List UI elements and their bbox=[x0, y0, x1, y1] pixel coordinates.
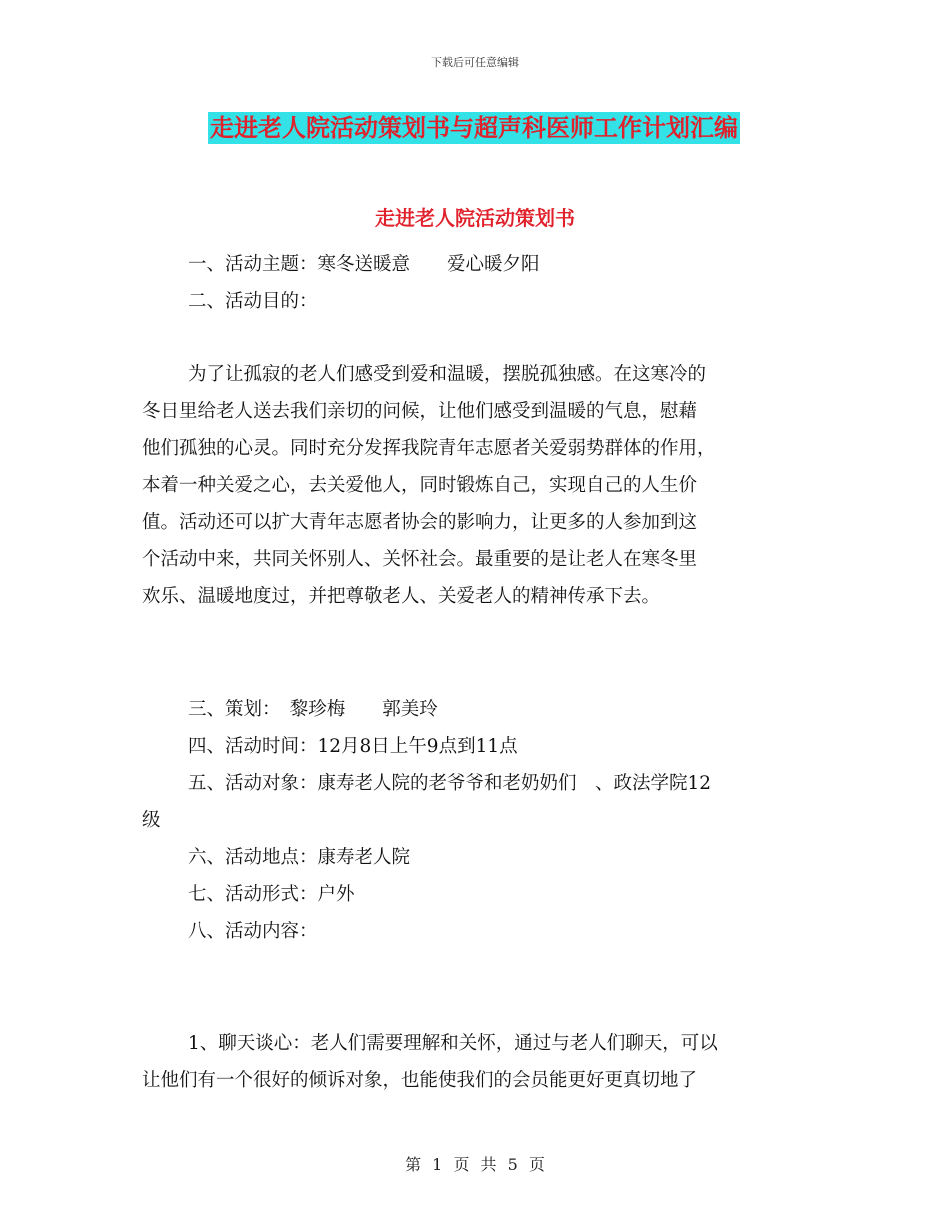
header-note: 下载后可任意编辑 bbox=[431, 56, 519, 69]
content-paragraph bbox=[142, 1025, 812, 1099]
document-title: 走进老人院活动策划书与超声科医师工作计划汇编 bbox=[210, 113, 738, 142]
form-line: 七、活动形式：户外 bbox=[188, 884, 355, 905]
content-heading: 八、活动内容： bbox=[188, 921, 318, 942]
purpose-paragraph bbox=[142, 356, 812, 615]
paragraph-line: 为了让孤寂的老人们感受到爱和温暖，摆脱孤独感。在这寒冷的 bbox=[188, 364, 707, 385]
paragraph-line: 让他们有一个很好的倾诉对象，也能使我们的会员能更好更真切地了 bbox=[142, 1070, 698, 1091]
planner-line: 三、策划： 黎珍梅 郭美玲 bbox=[188, 699, 438, 720]
target-line-continued: 级 bbox=[142, 810, 161, 831]
paragraph-line: 值。活动还可以扩大青年志愿者协会的影响力，让更多的人参加到这 bbox=[142, 512, 698, 533]
paragraph-line: 他们孤独的心灵。同时充分发挥我院青年志愿者关爱弱势群体的作用， bbox=[142, 438, 716, 459]
location-line: 六、活动地点：康寿老人院 bbox=[188, 847, 411, 868]
paragraph-line: 个活动中来，共同关怀别人、关怀社会。最重要的是让老人在寒冬里 bbox=[142, 549, 698, 570]
paragraph-line: 冬日里给老人送去我们亲切的问候，让他们感受到温暖的气息，慰藉 bbox=[142, 401, 698, 422]
page-footer: 第 1 页 共 5 页 bbox=[405, 1155, 545, 1174]
details-block bbox=[142, 691, 812, 950]
purpose-heading: 二、活动目的： bbox=[188, 291, 318, 312]
paragraph-line: 1、聊天谈心：老人们需要理解和关怀，通过与老人们聊天，可以 bbox=[188, 1033, 718, 1054]
section-title: 走进老人院活动策划书 bbox=[375, 206, 575, 230]
target-line: 五、活动对象：康寿老人院的老爷爷和老奶奶们 、政法学院12 bbox=[188, 773, 712, 794]
paragraph-line: 欢乐、温暖地度过，并把尊敬老人、关爱老人的精神传承下去。 bbox=[142, 586, 661, 607]
paragraph-line: 本着一种关爱之心，去关爱他人，同时锻炼自己，实现自己的人生价 bbox=[142, 475, 698, 496]
time-line: 四、活动时间：12月8日上午9点到11点 bbox=[188, 736, 518, 757]
activity-theme: 一、活动主题：寒冬送暖意 爱心暖夕阳 bbox=[188, 254, 540, 275]
theme-block bbox=[142, 246, 812, 320]
